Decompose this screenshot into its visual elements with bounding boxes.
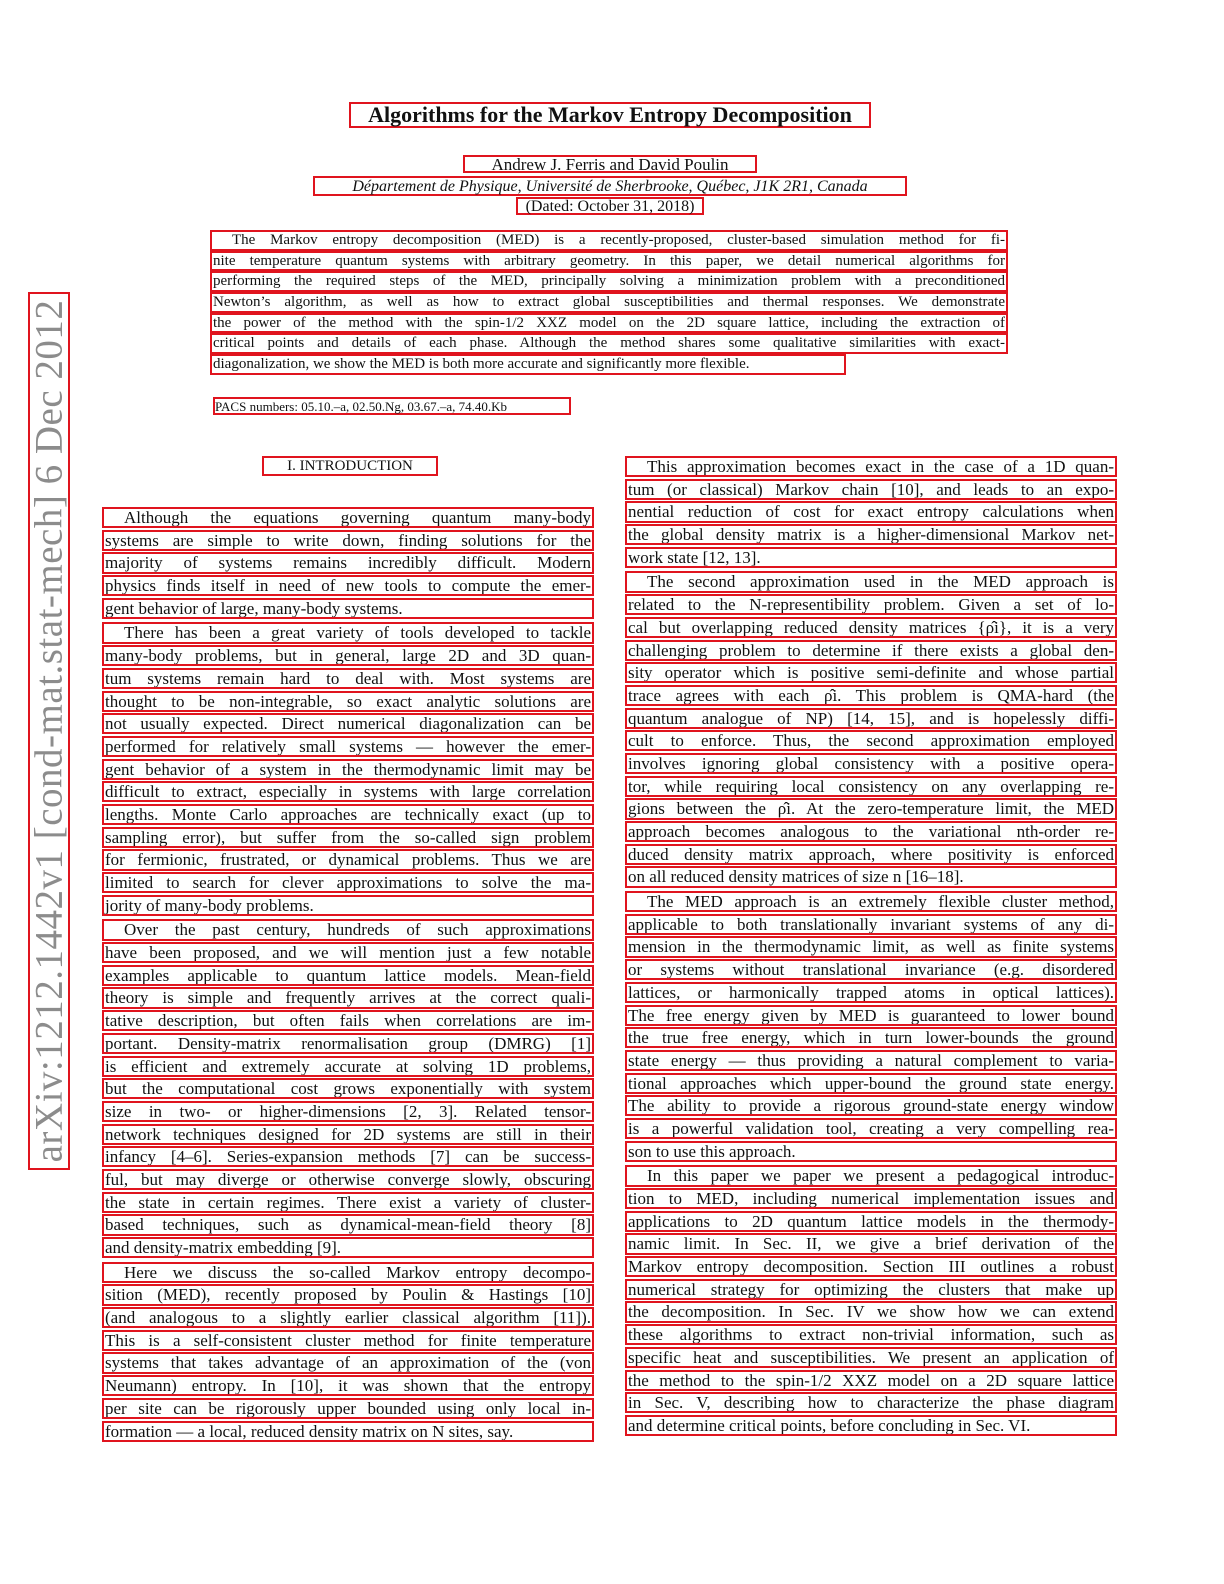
- abstract-line: Newton’s algorithm, as well as how to extract global susceptibilities and thermal responses. We demonstrate: [210, 292, 1008, 313]
- text-line: The free energy given by MED is guaranteed to lower bound: [625, 1005, 1117, 1026]
- section-heading: I. INTRODUCTION: [262, 456, 438, 476]
- text-line: in Sec. V, describing how to characterize the phase diagram: [625, 1392, 1117, 1413]
- text-line: Although the equations governing quantum many-body: [102, 507, 594, 528]
- text-line: gions between the ρ̂i. At the zero-temperature limit, the MED: [625, 798, 1117, 819]
- text-line: sition (MED), recently proposed by Poulin & Hastings [10]: [102, 1284, 594, 1305]
- text-line: applicable to both translationally invariant systems of any di-: [625, 914, 1117, 935]
- text-line: systems that takes advantage of an approximation of the (von: [102, 1352, 594, 1373]
- left-column: [102, 507, 594, 1443]
- text-line: ful, but may diverge or otherwise converge slowly, obscuring: [102, 1169, 594, 1190]
- text-line: In this paper we paper we present a pedagogical introduc-: [625, 1165, 1117, 1186]
- text-line: based techniques, such as dynamical-mean-field theory [8]: [102, 1214, 594, 1235]
- text-line: cal but overlapping reduced density matrices {ρ̂i}, it is a very: [625, 617, 1117, 638]
- text-line: tional approaches which upper-bound the ground state energy.: [625, 1073, 1117, 1094]
- text-line: lattices, or harmonically trapped atoms in optical lattices).: [625, 982, 1117, 1003]
- text-line: challenging problem to determine if there exists a global den-: [625, 640, 1117, 661]
- text-line: infancy [4–6]. Series-expansion methods [7] can be success-: [102, 1146, 594, 1167]
- text-line: physics finds itself in need of new tools to compute the emer-: [102, 575, 594, 596]
- text-line: jority of many-body problems.: [102, 895, 594, 916]
- abstract-line: nite temperature quantum systems with arbitrary geometry. In this paper, we detail numerical algorithms for: [210, 251, 1008, 272]
- arxiv-sidebar-stamp: [28, 292, 70, 1170]
- text-line: have been proposed, and we will mention just a few notable: [102, 942, 594, 963]
- abstract-line: diagonalization, we show the MED is both more accurate and significantly more flexible.: [210, 354, 846, 375]
- abstract-line: the power of the method with the spin-1/2 XXZ model on the 2D square lattice, including the extraction of: [210, 313, 1008, 334]
- text-line: tum (or classical) Markov chain [10], and leads to an expo-: [625, 479, 1117, 500]
- text-line: quantum analogue of NP) [14, 15], and is hopelessly diffi-: [625, 708, 1117, 729]
- text-line: Neumann) entropy. In [10], it was shown that the entropy: [102, 1375, 594, 1396]
- text-line: majority of systems remains incredibly difficult. Modern: [102, 552, 594, 573]
- text-line: network techniques designed for 2D systems are still in their: [102, 1124, 594, 1145]
- text-line: tor, while requiring local consistency on any overlapping re-: [625, 776, 1117, 797]
- text-line: not usually expected. Direct numerical diagonalization can be: [102, 713, 594, 734]
- text-line: gent behavior of large, many-body systems.: [102, 598, 594, 619]
- text-line: There has been a great variety of tools developed to tackle: [102, 622, 594, 643]
- abstract-line: performing the required steps of the MED, principally solving a minimization problem with a preconditioned: [210, 271, 1008, 292]
- text-line: the state in certain regimes. There exist a variety of cluster-: [102, 1192, 594, 1213]
- arxiv-identifier: arXiv:1212.1442v1 [cond-mat.stat-mech] 6 Dec 2012: [27, 299, 71, 1163]
- text-line: lengths. Monte Carlo approaches are technically exact (up to: [102, 804, 594, 825]
- text-line: son to use this approach.: [625, 1141, 1117, 1162]
- pacs-numbers: PACS numbers: 05.10.–a, 02.50.Ng, 03.67.–a, 74.40.Kb: [213, 397, 571, 415]
- text-line: mension in the thermodynamic limit, as well as finite systems: [625, 936, 1117, 957]
- text-line: or systems without translational invariance (e.g. disordered: [625, 959, 1117, 980]
- text-line: on all reduced density matrices of size n [16–18].: [625, 866, 1117, 887]
- text-line: examples applicable to quantum lattice models. Mean-field: [102, 965, 594, 986]
- text-line: nential reduction of cost for exact entropy calculations when: [625, 501, 1117, 522]
- text-line: theory is simple and frequently arrives at the correct quali-: [102, 987, 594, 1008]
- text-line: size in two- or higher-dimensions [2, 3]. Related tensor-: [102, 1101, 594, 1122]
- text-line: specific heat and susceptibilities. We present an application of: [625, 1347, 1117, 1368]
- text-line: duced density matrix approach, where positivity is enforced: [625, 844, 1117, 865]
- text-line: tative description, but often fails when correlations are im-: [102, 1010, 594, 1031]
- text-line: limited to search for clever approximations to solve the ma-: [102, 872, 594, 893]
- text-line: gent behavior of a system in the thermodynamic limit may be: [102, 759, 594, 780]
- text-line: and density-matrix embedding [9].: [102, 1237, 594, 1258]
- text-line: approach becomes analogous to the variational nth-order re-: [625, 821, 1117, 842]
- text-line: the decomposition. In Sec. IV we show how we can extend: [625, 1301, 1117, 1322]
- paper-date: (Dated: October 31, 2018): [516, 197, 704, 215]
- abstract-line: critical points and details of each phase. Although the method shares some qualitative similarities with exact-: [210, 333, 1008, 354]
- text-line: tum systems remain hard to deal with. Most systems are: [102, 668, 594, 689]
- text-line: Here we discuss the so-called Markov entropy decompo-: [102, 1262, 594, 1283]
- right-column: [625, 456, 1117, 1438]
- text-line: applications to 2D quantum lattice models in the thermody-: [625, 1211, 1117, 1232]
- text-line: The ability to provide a rigorous ground-state energy window: [625, 1095, 1117, 1116]
- text-line: many-body problems, but in general, large 2D and 3D quan-: [102, 645, 594, 666]
- text-line: sampling error), but suffer from the so-called sign problem: [102, 827, 594, 848]
- text-line: The second approximation used in the MED approach is: [625, 571, 1117, 592]
- text-line: the method to the spin-1/2 XXZ model on a 2D square lattice: [625, 1370, 1117, 1391]
- text-line: trace agrees with each ρ̂i. This problem is QMA-hard (the: [625, 685, 1117, 706]
- abstract-line: The Markov entropy decomposition (MED) is a recently-proposed, cluster-based simulation method for fi-: [210, 230, 1008, 251]
- text-line: per site can be rigorously upper bounded using only local in-: [102, 1398, 594, 1419]
- text-line: systems are simple to write down, finding solutions for the: [102, 530, 594, 551]
- text-line: difficult to extract, especially in systems with large correlation: [102, 781, 594, 802]
- text-line: sity operator which is positive semi-definite and whose partial: [625, 662, 1117, 683]
- text-line: (and analogous to a slightly earlier classical algorithm [11]).: [102, 1307, 594, 1328]
- abstract: [210, 230, 1008, 375]
- text-line: This approximation becomes exact in the case of a 1D quan-: [625, 456, 1117, 477]
- text-line: tion to MED, including numerical implementation issues and: [625, 1188, 1117, 1209]
- text-line: cult to enforce. Thus, the second approximation employed: [625, 730, 1117, 751]
- text-line: thought to be non-integrable, so exact analytic solutions are: [102, 691, 594, 712]
- text-line: numerical strategy for optimizing the clusters that make up: [625, 1279, 1117, 1300]
- text-line: related to the N-representibility problem. Given a set of lo-: [625, 594, 1117, 615]
- text-line: involves ignoring global consistency with a positive opera-: [625, 753, 1117, 774]
- text-line: the true free energy, which in turn lower-bounds the ground: [625, 1027, 1117, 1048]
- paper-title: Algorithms for the Markov Entropy Decomposition: [349, 102, 871, 128]
- text-line: state energy — thus providing a natural complement to varia-: [625, 1050, 1117, 1071]
- text-line: the global density matrix is a higher-dimensional Markov net-: [625, 524, 1117, 545]
- text-line: The MED approach is an extremely flexible cluster method,: [625, 891, 1117, 912]
- text-line: Over the past century, hundreds of such approximations: [102, 919, 594, 940]
- text-line: This is a self-consistent cluster method for finite temperature: [102, 1330, 594, 1351]
- text-line: Markov entropy decomposition. Section III outlines a robust: [625, 1256, 1117, 1277]
- text-line: performed for relatively small systems — however the emer-: [102, 736, 594, 757]
- text-line: but the computational cost grows exponentially with system: [102, 1078, 594, 1099]
- text-line: for fermionic, frustrated, or dynamical problems. Thus we are: [102, 849, 594, 870]
- text-line: work state [12, 13].: [625, 547, 1117, 568]
- text-line: is a powerful validation tool, creating a very compelling rea-: [625, 1118, 1117, 1139]
- text-line: namic limit. In Sec. II, we give a brief derivation of the: [625, 1233, 1117, 1254]
- text-line: portant. Density-matrix renormalisation group (DMRG) [1]: [102, 1033, 594, 1054]
- text-line: formation — a local, reduced density matrix on N sites, say.: [102, 1421, 594, 1442]
- text-line: is efficient and extremely accurate at solving 1D problems,: [102, 1056, 594, 1077]
- paper-affiliation: Département de Physique, Université de Sherbrooke, Québec, J1K 2R1, Canada: [313, 176, 907, 196]
- text-line: and determine critical points, before concluding in Sec. VI.: [625, 1415, 1117, 1436]
- paper-authors: Andrew J. Ferris and David Poulin: [463, 155, 757, 173]
- text-line: these algorithms to extract non-trivial information, such as: [625, 1324, 1117, 1345]
